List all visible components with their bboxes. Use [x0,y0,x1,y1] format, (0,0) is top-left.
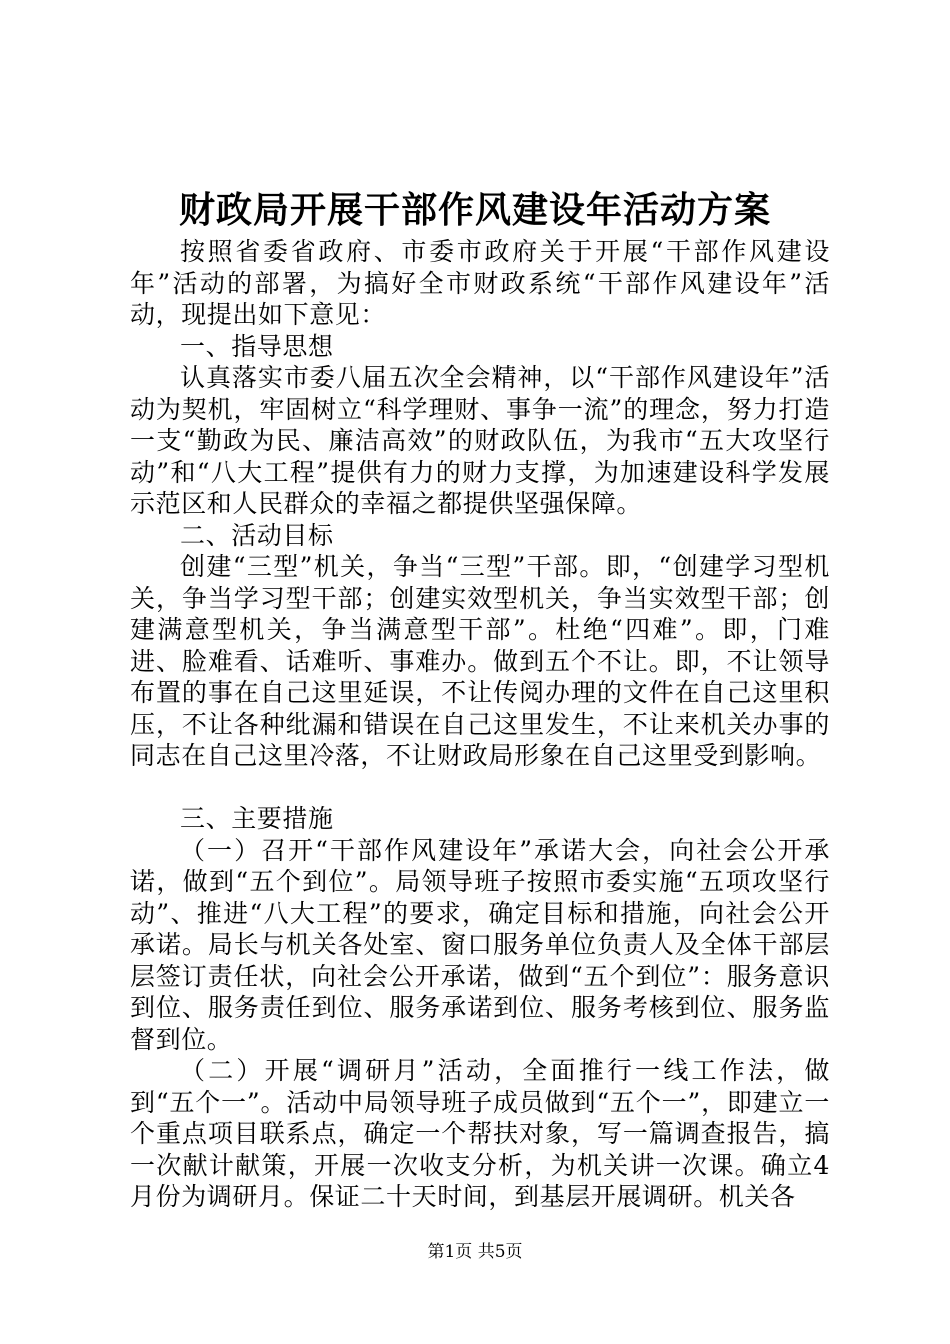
intro-paragraph: 按照省委省政府、市委市政府关于开展“干部作风建设年”活动的部署，为搞好全市财政系统“干部作风建设年”活动，现提出如下意见： [130,237,830,329]
measure-1-paragraph: （一）召开“干部作风建设年”承诺大会，向社会公开承诺，做到“五个到位”。局领导班子按照市委实施“五项攻坚行动”、推进“八大工程”的要求，确定目标和措施，向社会公开承诺。局长与机关各处室、窗口服务单位负责人及全体干部层层签订责任状，向社会公开承诺，做到“五个到位”：服务意识到位、服务责任到位、服务承诺到位、服务考核到位、服务监督到位。 [130,835,830,1054]
guiding-thought-paragraph: 认真落实市委八届五次全会精神，以“干部作风建设年”活动为契机，牢固树立“科学理财、事争一流”的理念，努力打造一支“勤政为民、廉洁高效”的财政队伍，为我市“五大攻坚行动”和“八大工程”提供有力的财力支撑，为加速建设科学发展示范区和人民群众的幸福之都提供坚强保障。 [130,363,830,518]
measure-2-paragraph: （二）开展“调研月”活动，全面推行一线工作法，做到“五个一”。活动中局领导班子成员做到“五个一”，即建立一个重点项目联系点，确定一个帮扶对象，写一篇调查报告，搞一次献计献策，开展一次收支分析，为机关讲一次课。确立4月份为调研月。保证二十天时间，到基层开展调研。机关各 [130,1056,830,1211]
document-title: 财政局开展干部作风建设年活动方案 [178,189,771,231]
section-heading-guiding-thought: 一、指导思想 [180,331,334,361]
section-heading-activity-goals: 二、活动目标 [180,520,334,550]
paragraph-spacer [130,772,830,804]
document-body [130,236,830,1213]
page-number-footer: 第1页 共5页 [427,1242,523,1262]
activity-goals-paragraph: 创建“三型”机关，争当“三型”干部。即，“创建学习型机关，争当学习型干部；创建实效型机关，争当实效型干部；创建满意型机关，争当满意型干部”。杜绝“四难”。即，门难进、脸难看、话难听、事难办。做到五个不让。即，不让领导布置的事在自己这里延误，不让传阅办理的文件在自己这里积压，不让各种纰漏和错误在自己这里发生，不让来机关办事的同志在自己这里冷落，不让财政局形象在自己这里受到影响。 [130,552,830,770]
section-heading-main-measures: 三、主要措施 [180,804,334,833]
